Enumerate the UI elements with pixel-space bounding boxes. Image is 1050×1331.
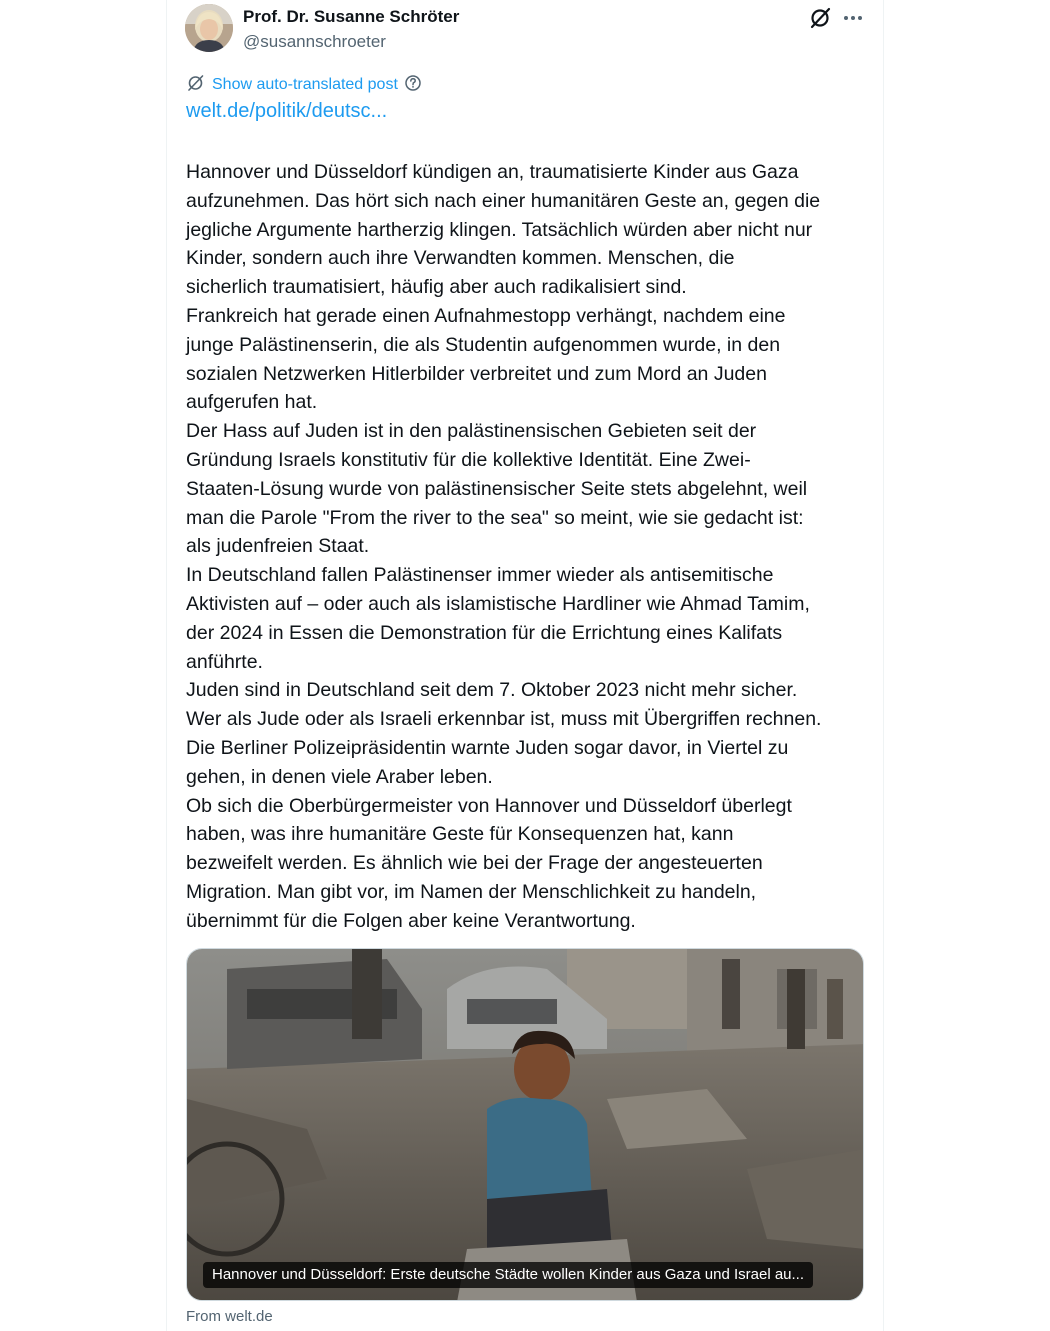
post-text-line: Kinder, sondern auch ihre Verwandten kommen. Menschen, die xyxy=(186,247,735,270)
post-text-line: aufgerufen hat. xyxy=(186,391,318,414)
help-circle-icon[interactable] xyxy=(404,74,422,97)
post-text-line: sozialen Netzwerken Hitlerbilder verbreitet und zum Mord an Juden xyxy=(186,362,767,385)
post-text-line: haben, was ihre humanitäre Geste für Konsequenzen hat, kann xyxy=(186,823,734,846)
post-text-line: anführte. xyxy=(186,650,263,673)
post-text-line: Der Hass auf Juden ist in den palästinensischen Gebieten seit der xyxy=(186,420,757,443)
post-text xyxy=(186,158,876,936)
post-text-line: Hannover und Düsseldorf kündigen an, traumatisierte Kinder aus Gaza xyxy=(186,161,799,183)
post-text-line: Frankreich hat gerade einen Aufnahmestopp verhängt, nachdem eine xyxy=(186,304,786,327)
post-text-line: aufzunehmen. Das hört sich nach einer humanitären Geste an, gegen die xyxy=(186,189,821,212)
author-handle[interactable]: @susannschroeter xyxy=(243,32,386,51)
card-source[interactable]: From welt.de xyxy=(186,1308,273,1325)
preview-caption: Hannover und Düsseldorf: Erste deutsche Städte wollen Kinder aus Gaza und Israel au... xyxy=(203,1262,813,1288)
post-text-line: Gründung Israels konstitutiv für die kollektive Identität. Eine Zwei- xyxy=(186,448,751,471)
avatar[interactable] xyxy=(185,4,233,52)
post-text-line: man die Parole "From the river to the sea" so meint, wie sie gedacht ist: xyxy=(186,506,804,529)
preview-image xyxy=(187,949,864,1301)
translate-row[interactable] xyxy=(186,74,422,96)
link-preview-card[interactable] xyxy=(186,948,864,1301)
grok-icon[interactable] xyxy=(808,5,834,31)
post-text-line: bezweifelt werden. Es ähnlich wie bei der Frage der angesteuerten xyxy=(186,852,763,875)
author-name[interactable]: Prof. Dr. Susanne Schröter xyxy=(243,7,460,26)
post-text-line: Die Berliner Polizeipräsidentin warnte Juden sogar davor, in Viertel zu xyxy=(186,736,789,759)
post-text-line: Staaten-Lösung wurde von palästinensischer Seite stets abgelehnt, weil xyxy=(186,477,808,500)
post-text-line: Ob sich die Oberbürgermeister von Hannover und Düsseldorf überlegt xyxy=(186,794,792,817)
post-text-line: In Deutschland fallen Palästinenser immer wieder als antisemitische xyxy=(186,564,774,587)
post-text-line: Aktivisten auf – oder auch als islamistische Hardliner wie Ahmad Tamim, xyxy=(186,592,810,615)
post-text-line: der 2024 in Essen die Demonstration für die Errichtung eines Kalifats xyxy=(186,621,783,644)
post-text-line: Juden sind in Deutschland seit dem 7. Oktober 2023 nicht mehr sicher. xyxy=(186,679,798,702)
post-text-line: gehen, in denen viele Araber leben. xyxy=(186,765,493,788)
post-text-line: Wer als Jude oder als Israeli erkennbar ist, muss mit Übergriffen rechnen. xyxy=(186,708,822,731)
post-text-line: als judenfreien Staat. xyxy=(186,535,370,558)
post-text-line: übernimmt für die Folgen aber keine Verantwortung. xyxy=(186,909,636,932)
show-translation-link[interactable]: Show auto-translated post xyxy=(212,76,398,93)
post-text-line: junge Palästinenserin, die als Studentin aufgenommen wurde, in den xyxy=(186,333,781,356)
translate-icon xyxy=(186,73,206,98)
post-text-line: Migration. Man gibt vor, im Namen der Menschlichkeit zu handeln, xyxy=(186,880,757,903)
more-dots-icon[interactable] xyxy=(840,5,866,31)
post-text-line: jegliche Argumente hartherzig klingen. Tatsächlich würden aber nicht nur xyxy=(186,218,813,241)
article-link[interactable]: welt.de/politik/deutsc... xyxy=(186,100,388,122)
post-text-line: sicherlich traumatisiert, häufig aber auch radikalisiert sind. xyxy=(186,276,687,299)
